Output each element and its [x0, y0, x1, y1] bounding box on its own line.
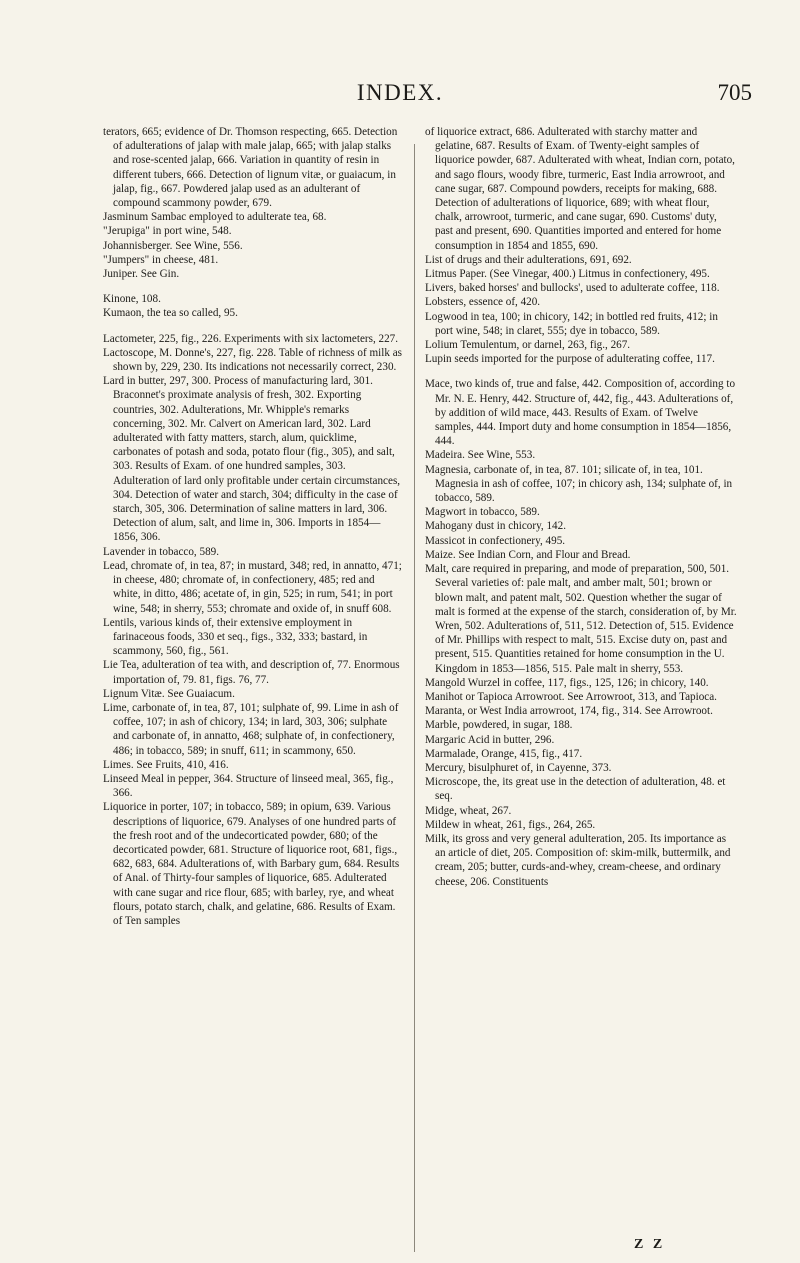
index-entry: Liquorice in porter, 107; in tobacco, 589; in opium, 639. Various descriptions of liquorice, 679. Analyses of one hundred parts of the fresh root and of the undecorticated powder, 680; of the decorticated powder, 681. Structure of liquorice root, 681, figs., 682, 683, 684. Adulterations of, with Barbary gum, 684. Results of Anal. of Thirty-four samples of liquorice, 685. Adulterated with cane sugar and rice flour, 685; with barley, rye, and wheat flours, potato starch, chalk, and gelatine, 686. Results of Exam. of Ten samples — [103, 801, 400, 927]
index-column-left — [103, 125, 403, 928]
index-entry: of liquorice extract, 686. Adulterated with starchy matter and gelatine, 687. Results of Exam. of Twenty-eight samples of liquorice powder, 687. Adulterated with wheat, Indian corn, potato, and sago flours, woody fibre, turmeric, East India arrowroot, and cane sugar, 687. Compound powders, receipts for making, 688. Detection of adulterations of liquorice, 689; with wheat flour, chalk, arrowroot, turmeric, and cane sugar, 690. Customs' duty, past and present, 690. Quantities imported and entered for home consumption in 1854 and 1855, 690. — [425, 126, 735, 252]
index-entry: Magnesia, carbonate of, in tea, 87. 101; silicate of, in tea, 101. Magnesia in ash of coffee, 107; in chicory ash, 134; sulphate of, in tobacco, 589. — [425, 463, 733, 505]
index-entry: Marmalade, Orange, 415, fig., 417. — [425, 747, 583, 760]
index-entry: Margaric Acid in butter, 296. — [425, 733, 555, 746]
index-entry: Johannisberger. See Wine, 556. — [103, 239, 243, 252]
page-title: INDEX. — [356, 80, 444, 105]
index-entry: Litmus Paper. (See Vinegar, 400.) Litmus in confectionery, 495. — [425, 268, 710, 281]
index-entry: Microscope, the, its great use in the detection of adulteration, 48. et seq. — [425, 776, 726, 803]
index-entry: Magwort in tobacco, 589. — [425, 506, 540, 519]
index-entry: Lime, carbonate of, in tea, 87, 101; sulphate of, 99. Lime in ash of coffee, 107; in ash of chicory, 134; in lard, 303, 306; sulphate and carbonate of, in annatto, 468; sulphate of, in confectionery, 486; in tobacco, 589; in snuff, 611; in scammony, 650. — [103, 701, 399, 757]
index-entry: Massicot in confectionery, 495. — [425, 534, 566, 547]
index-entry: Malt, care required in preparing, and mode of preparation, 500, 501. Several varieties of: pale malt, and amber malt, 501; brown or blown malt, and patent malt, 502. Question whether the sugar of malt is formed at the expense of the starch, consideration of, by Mr. Wren, 502. Adulterations of, 511, 512. Detection of, 515. Evidence of Mr. Phillips with respect to malt, 515. Excise duty on, past and present, 515. Quantities retained for home consumption in the U. Kingdom in 1853—1856, 515. Pale malt in sherry, 553. — [425, 563, 737, 675]
index-entry: Kumaon, the tea so called, 95. — [103, 307, 238, 320]
index-entry: Lobsters, essence of, 420. — [425, 296, 541, 309]
index-entry: Madeira. See Wine, 553. — [425, 449, 536, 462]
index-entry: terators, 665; evidence of Dr. Thomson respecting, 665. Detection of adulterations of jalap with male jalap, 665; with jalap stalks and rose-scented jalap, 666. Variation in quantity of resin in different tubers, 666. Detection of lignum vitæ, or guaiacum, in jalap, fig., 667. Powdered jalap used as an adulterant of compound scammony powder, 679. — [103, 126, 398, 210]
index-entry: Midge, wheat, 267. — [425, 804, 512, 817]
index-column-right — [425, 125, 737, 889]
index-entry: Lentils, various kinds of, their extensive employment in farinaceous foods, 330 et seq., figs., 332, 333; bastard, in scammony, 560, fig., 561. — [103, 616, 368, 658]
index-entry: Marble, powdered, in sugar, 188. — [425, 719, 573, 732]
index-entry: Milk, its gross and very general adulteration, 205. Its importance as an article of diet, 205. Composition of: skim-milk, buttermilk, and cream, 205; butter, curds-and-whey, cream-cheese, and ordinary cheese, 206. Constituents — [425, 832, 731, 888]
index-entry: Linseed Meal in pepper, 364. Structure of linseed meal, 365, fig., 366. — [103, 772, 394, 800]
index-entry: Lactometer, 225, fig., 226. Experiments with six lactometers, 227. — [103, 332, 399, 345]
index-entry: Maranta, or West India arrowroot, 174, fig., 314. See Arrowroot. — [425, 705, 713, 718]
signature-mark: Z Z — [634, 1237, 666, 1252]
index-entry: "Jumpers" in cheese, 481. — [103, 253, 219, 266]
index-entry: Mahogany dust in chicory, 142. — [425, 520, 566, 533]
index-entry: Lavender in tobacco, 589. — [103, 545, 220, 558]
index-entry: Lignum Vitæ. See Guaiacum. — [103, 687, 235, 700]
page-number: 705 — [717, 80, 752, 105]
index-entry: Lie Tea, adulteration of tea with, and description of, 77. Enormous importation of, 79. 81, figs. 76, 77. — [103, 659, 400, 686]
index-entry: Limes. See Fruits, 410, 416. — [103, 758, 229, 771]
index-entry: Manihot or Tapioca Arrowroot. See Arrowroot, 313, and Tapioca. — [425, 690, 717, 703]
index-entry: Maize. See Indian Corn, and Flour and Bread. — [425, 548, 631, 561]
running-head — [0, 80, 800, 110]
index-entry: Mercury, bisulphuret of, in Cayenne, 373. — [425, 761, 612, 774]
index-entry: Lactoscope, M. Donne's, 227, fig. 228. Table of richness of milk as shown by, 229, 230. Its indications not necessarily correct, 230. — [103, 346, 402, 374]
index-entry: Lolium Temulentum, or darnel, 263, fig., 267. — [425, 339, 631, 352]
index-entry: Mangold Wurzel in coffee, 117, figs., 125, 126; in chicory, 140. — [425, 676, 709, 689]
index-entry: "Jerupiga" in port wine, 548. — [103, 225, 232, 238]
index-entry: Lead, chromate of, in tea, 87; in mustard, 348; red, in annatto, 471; in cheese, 480; chromate of, in confectionery, 485; red and white, in ditto, 486; acetate of, in gin, 525; in rum, 541; in port wine, 548; in sherry, 553; chromate and oxide of, in snuff 608. — [103, 559, 402, 615]
index-entry: List of drugs and their adulterations, 691, 692. — [425, 253, 632, 266]
index-entry: Mace, two kinds of, true and false, 442. Composition of, according to Mr. N. E. Henry, 442. Structure of, 442, fig., 443. Adulterations of, by addition of wild mace, 443. Results of Exam. of Twelve samples, 444. Import duty and home consumption in 1854—1856, 444. — [425, 378, 736, 448]
index-entry: Mildew in wheat, 261, figs., 264, 265. — [425, 818, 596, 831]
index-entry: Logwood in tea, 100; in chicory, 142; in bottled red fruits, 412; in port wine, 548; in claret, 555; dye in tobacco, 589. — [425, 310, 718, 337]
index-entry: Lupin seeds imported for the purpose of adulterating coffee, 117. — [425, 353, 715, 366]
index-entry: Kinone, 108. — [103, 293, 161, 306]
index-entry: Jasminum Sambac employed to adulterate tea, 68. — [103, 211, 327, 224]
index-entry: Lard in butter, 297, 300. Process of manufacturing lard, 301. Braconnet's proximate analysis of fresh, 302. Exporting countries, 302. Adulterations, Mr. Whipple's remarks concerning, 302. Mr. Calvert on American lard, 302. Lard adulterated with fatty matters, starch, alum, quicklime, carbonates of potash and soda, potato flour (fig., 305), and salt, 303. Results of Exam. of one hundred samples, 303. Adulteration of lard only profitable under certain circumstances, 304. Detection of water and starch, 304; difficulty in the case of starch, 305, 306. Determination of saline matters in lard, 306. Detection of alum, salt, and lime in, 306. Imports in 1854—1856, 306. — [103, 375, 401, 544]
index-entry: Livers, baked horses' and bullocks', used to adulterate coffee, 118. — [425, 282, 720, 295]
index-entry: Juniper. See Gin. — [103, 268, 180, 281]
column-divider — [414, 144, 415, 1252]
